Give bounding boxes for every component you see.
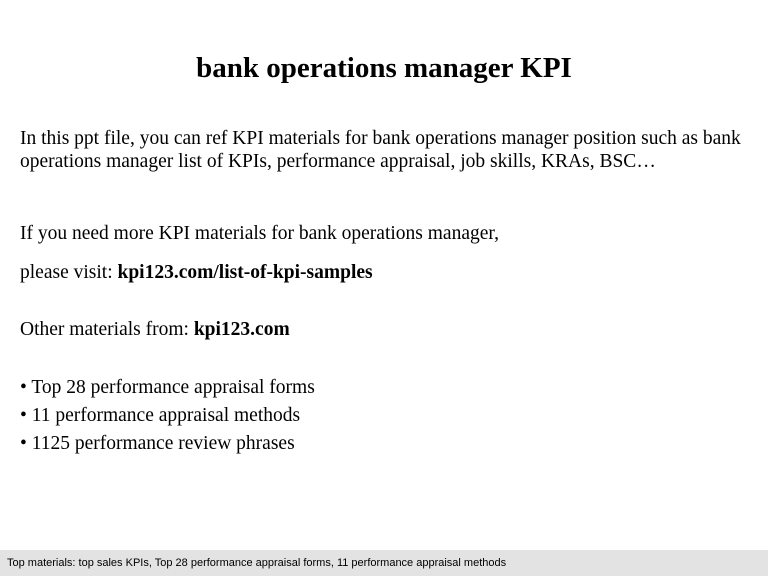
slide-title: bank operations manager KPI [196,52,572,84]
bullet-item: • 11 performance appraisal methods [20,405,301,426]
other-materials-prefix: Other materials from: [20,319,194,340]
kpi-samples-link[interactable]: kpi123.com/list-of-kpi-samples [117,262,373,283]
visit-prefix: please visit: [20,262,118,283]
bullet-item: • Top 28 performance appraisal forms [20,377,315,398]
bullet-item: • 1125 performance review phrases [20,433,295,454]
materials-bullet-list [20,374,315,458]
visit-line [20,261,748,284]
intro-paragraph: In this ppt file, you can ref KPI materials for bank operations manager position such as bank operations manager list of KPIs, performance appraisal, job skills, KRAs, BSC… [20,128,741,172]
other-materials-line [20,318,748,341]
need-more-text: If you need more KPI materials for bank operations manager, [20,223,499,244]
kpi123-link[interactable]: kpi123.com [193,319,290,340]
footer-bar: Top materials: top sales KPIs, Top 28 performance appraisal forms, 11 performance appraisal methods [0,550,768,576]
